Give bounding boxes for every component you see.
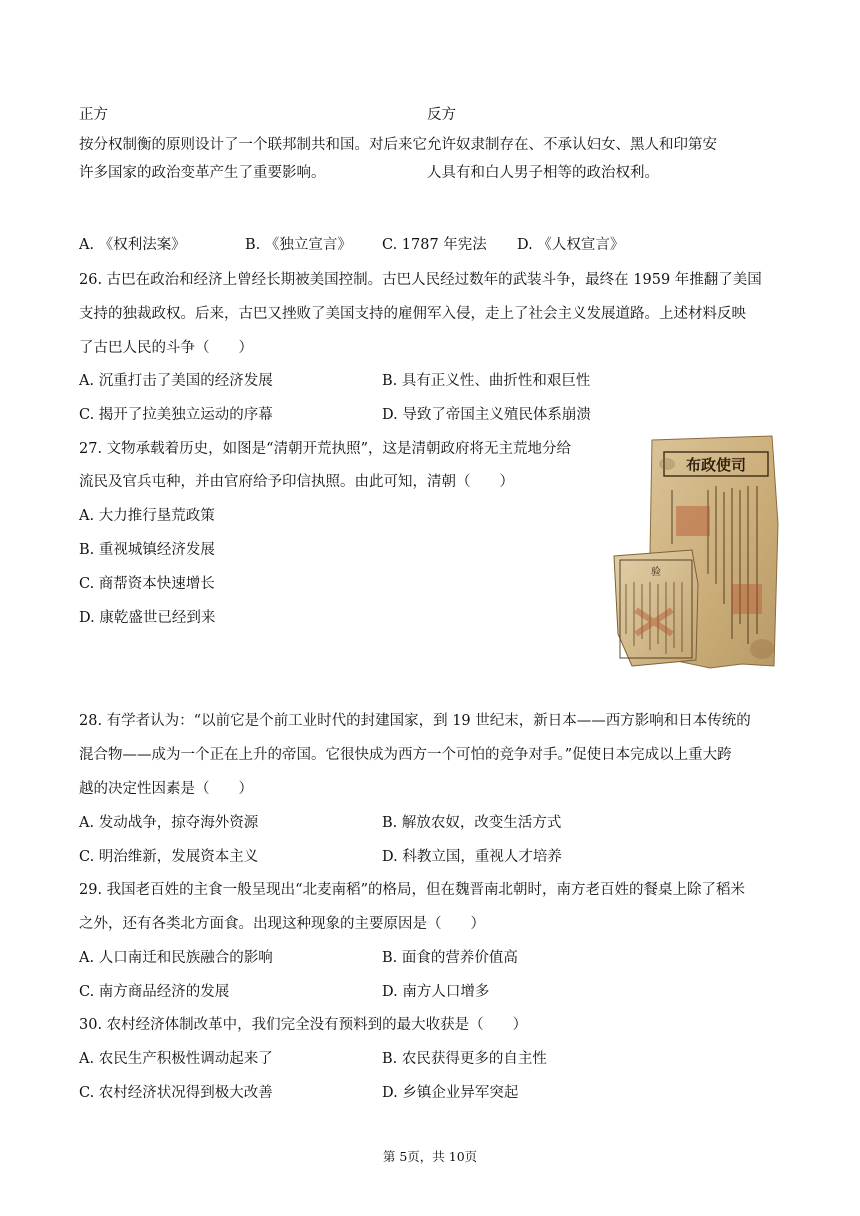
q25-option-c: C. 1787 年宪法 xyxy=(382,237,487,253)
table-row-2-right: 人具有和白人男子相等的政治权利。 xyxy=(427,165,659,181)
q26-option-d: D. 导致了帝国主义殖民体系崩溃 xyxy=(382,407,591,423)
q27-option-c: C. 商帮资本快速增长 xyxy=(79,576,215,592)
q27-stem-line-1: 27. 文物承载着历史，如图是“清朝开荒执照”，这是清朝政府将无主荒地分给 xyxy=(79,441,571,457)
land-license-image xyxy=(612,434,780,670)
q29-option-b: B. 面食的营养价值高 xyxy=(382,950,518,966)
q27-stem-line-2: 流民及官兵屯种，并由官府给予印信执照。由此可知，清朝（ ） xyxy=(79,474,514,490)
q30-option-c: C. 农村经济状况得到极大改善 xyxy=(79,1085,273,1101)
q30-option-b: B. 农民获得更多的自主性 xyxy=(382,1051,547,1067)
q30-option-a: A. 农民生产积极性调动起来了 xyxy=(79,1051,273,1067)
q28-stem-line-1: 28. 有学者认为：“以前它是个前工业时代的封建国家，到 19 世纪末，新日本——西方影响和日本传统的 xyxy=(79,713,751,729)
q26-stem-line-2: 支持的独裁政权。后来，古巴又挫败了美国支持的雇佣军入侵，走上了社会主义发展道路。上述材料反映 xyxy=(79,306,746,322)
q26-stem-line-3: 了古巴人民的斗争（ ） xyxy=(79,340,253,356)
q30-option-d: D. 乡镇企业异军突起 xyxy=(382,1085,519,1101)
table-row-2-left: 许多国家的政治变革产生了重要影响。 xyxy=(79,165,326,181)
q29-option-a: A. 人口南迁和民族融合的影响 xyxy=(79,950,273,966)
q28-option-c: C. 明治维新，发展资本主义 xyxy=(79,849,259,865)
con-header: 反方 xyxy=(427,107,456,123)
q28-stem-line-3: 越的决定性因素是（ ） xyxy=(79,781,253,797)
image-caption-small: 验 xyxy=(651,567,661,578)
image-caption-main: 布政使司 xyxy=(685,456,747,474)
q26-option-c: C. 揭开了拉美独立运动的序幕 xyxy=(79,407,273,423)
table-row-1: 按分权制衡的原则设计了一个联邦制共和国。对后来它允许奴隶制存在、不承认妇女、黑人和印第安 xyxy=(79,137,717,153)
q25-option-b: B. 《独立宣言》 xyxy=(245,237,352,253)
q28-option-b: B. 解放农奴，改变生活方式 xyxy=(382,815,562,831)
q25-option-a: A. 《权利法案》 xyxy=(79,237,186,253)
q28-option-a: A. 发动战争，掠夺海外资源 xyxy=(79,815,259,831)
q26-option-b: B. 具有正义性、曲折性和艰巨性 xyxy=(382,373,591,389)
q27-option-d: D. 康乾盛世已经到来 xyxy=(79,610,216,626)
q27-option-a: A. 大力推行垦荒政策 xyxy=(79,508,215,524)
q27-option-b: B. 重视城镇经济发展 xyxy=(79,542,215,558)
q30-stem-line-1: 30. 农村经济体制改革中，我们完全没有预料到的最大收获是（ ） xyxy=(79,1017,528,1033)
q28-option-d: D. 科教立国，重视人才培养 xyxy=(382,849,562,865)
page-number: 第 5页，共 10页 xyxy=(382,1149,478,1164)
q26-stem-line-1: 26. 古巴在政治和经济上曾经长期被美国控制。古巴人民经过数年的武装斗争，最终在 1959 年推翻了美国 xyxy=(79,272,762,288)
q25-option-d: D. 《人权宣言》 xyxy=(517,237,625,253)
q29-stem-line-2: 之外，还有各类北方面食。出现这种现象的主要原因是（ ） xyxy=(79,916,485,932)
q29-option-d: D. 南方人口增多 xyxy=(382,984,490,1000)
q29-stem-line-1: 29. 我国老百姓的主食一般呈现出“北麦南稻”的格局，但在魏晋南北朝时，南方老百姓的餐桌上除了稻米 xyxy=(79,882,745,898)
q29-option-c: C. 南方商品经济的发展 xyxy=(79,984,230,1000)
pro-header: 正方 xyxy=(79,107,108,123)
q28-stem-line-2: 混合物——成为一个正在上升的帝国。它很快成为西方一个可怕的竞争对手。”促使日本完成以上重大跨 xyxy=(79,747,732,763)
q26-option-a: A. 沉重打击了美国的经济发展 xyxy=(79,373,273,389)
